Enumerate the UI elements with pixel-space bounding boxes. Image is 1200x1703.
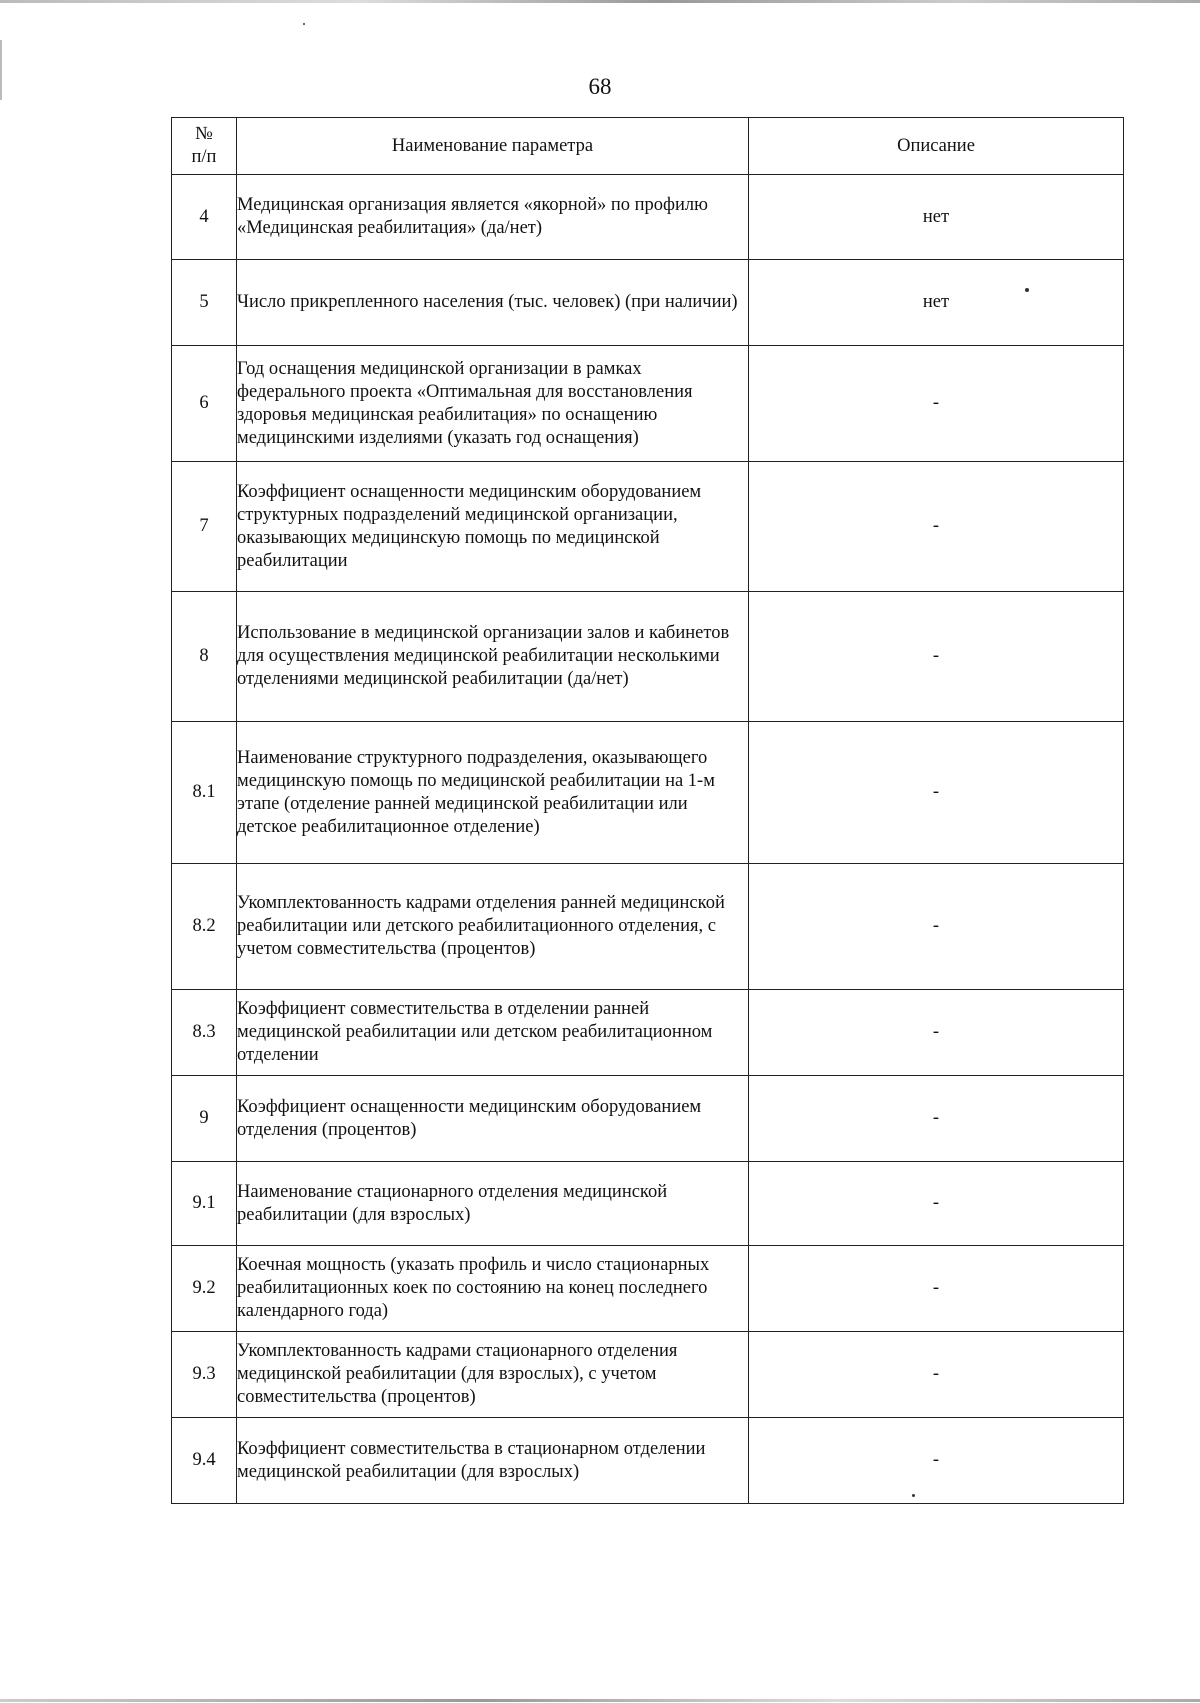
row-description: - bbox=[749, 346, 1124, 462]
row-description: нет bbox=[749, 260, 1124, 346]
row-parameter-name: Использование в медицинской организации залов и кабинетов для осуществления медицинской реабилитации несколькими отделениями медицинской реабилитации (да/нет) bbox=[237, 592, 749, 722]
row-parameter-name: Коэффициент совместительства в стационарном отделении медицинской реабилитации (для взрослых) bbox=[237, 1418, 749, 1504]
table-row bbox=[172, 1418, 1124, 1504]
row-description: - bbox=[749, 1418, 1124, 1504]
table-row bbox=[172, 864, 1124, 990]
row-number: 9.3 bbox=[172, 1332, 237, 1418]
row-parameter-name: Медицинская организация является «якорной» по профилю «Медицинская реабилитация» (да/нет) bbox=[237, 175, 749, 260]
row-number: 8.2 bbox=[172, 864, 237, 990]
row-description: - bbox=[749, 722, 1124, 864]
row-parameter-name: Коэффициент оснащенности медицинским оборудованием структурных подразделений медицинской организации, оказывающих медицинскую помощь по медицинской реабилитации bbox=[237, 462, 749, 592]
table-row bbox=[172, 1332, 1124, 1418]
row-description: - bbox=[749, 1076, 1124, 1162]
table-row bbox=[172, 990, 1124, 1076]
row-parameter-name: Число прикрепленного населения (тыс. человек) (при наличии) bbox=[237, 260, 749, 346]
header-number: № п/п bbox=[172, 118, 237, 175]
row-number: 4 bbox=[172, 175, 237, 260]
table-row bbox=[172, 346, 1124, 462]
scan-edge-bottom bbox=[0, 1699, 1200, 1702]
parameters-table bbox=[171, 117, 1124, 1504]
table-row bbox=[172, 260, 1124, 346]
row-number: 6 bbox=[172, 346, 237, 462]
scan-speck bbox=[303, 23, 305, 25]
row-number: 9.1 bbox=[172, 1162, 237, 1246]
header-parameter-name: Наименование параметра bbox=[237, 118, 749, 175]
row-description: нет bbox=[749, 175, 1124, 260]
table-row bbox=[172, 1246, 1124, 1332]
table-row bbox=[172, 592, 1124, 722]
row-description: - bbox=[749, 1246, 1124, 1332]
row-description: - bbox=[749, 1162, 1124, 1246]
row-parameter-name: Укомплектованность кадрами отделения ранней медицинской реабилитации или детского реабилитационного отделения, с учетом совместительства (процентов) bbox=[237, 864, 749, 990]
table-row bbox=[172, 175, 1124, 260]
table-row bbox=[172, 1162, 1124, 1246]
row-number: 8.1 bbox=[172, 722, 237, 864]
page-number: 68 bbox=[588, 74, 612, 99]
row-number: 5 bbox=[172, 260, 237, 346]
scan-speck bbox=[912, 1494, 915, 1497]
row-number: 9.4 bbox=[172, 1418, 237, 1504]
row-parameter-name: Наименование стационарного отделения медицинской реабилитации (для взрослых) bbox=[237, 1162, 749, 1246]
row-parameter-name: Год оснащения медицинской организации в рамках федерального проекта «Оптимальная для восстановления здоровья медицинская реабилитация» по оснащению медицинскими изделиями (указать год оснащения) bbox=[237, 346, 749, 462]
row-number: 9 bbox=[172, 1076, 237, 1162]
table-header-row bbox=[172, 118, 1124, 175]
scan-edge-top bbox=[0, 0, 1200, 3]
scan-speck bbox=[1025, 288, 1029, 292]
row-number: 9.2 bbox=[172, 1246, 237, 1332]
table-row bbox=[172, 462, 1124, 592]
row-description: - bbox=[749, 462, 1124, 592]
table-row bbox=[172, 722, 1124, 864]
row-parameter-name: Коечная мощность (указать профиль и число стационарных реабилитационных коек по состоянию на конец последнего календарного года) bbox=[237, 1246, 749, 1332]
row-parameter-name: Наименование структурного подразделения, оказывающего медицинскую помощь по медицинской реабилитации на 1-м этапе (отделение ранней медицинской реабилитации или детское реабилитационное отделение) bbox=[237, 722, 749, 864]
row-description: - bbox=[749, 592, 1124, 722]
row-parameter-name: Коэффициент оснащенности медицинским оборудованием отделения (процентов) bbox=[237, 1076, 749, 1162]
row-description: - bbox=[749, 990, 1124, 1076]
row-parameter-name: Коэффициент совместительства в отделении ранней медицинской реабилитации или детском реабилитационном отделении bbox=[237, 990, 749, 1076]
row-number: 8 bbox=[172, 592, 237, 722]
header-description: Описание bbox=[749, 118, 1124, 175]
row-number: 8.3 bbox=[172, 990, 237, 1076]
table-row bbox=[172, 1076, 1124, 1162]
row-description: - bbox=[749, 1332, 1124, 1418]
row-parameter-name: Укомплектованность кадрами стационарного отделения медицинской реабилитации (для взрослых), с учетом совместительства (процентов) bbox=[237, 1332, 749, 1418]
row-description: - bbox=[749, 864, 1124, 990]
row-number: 7 bbox=[172, 462, 237, 592]
